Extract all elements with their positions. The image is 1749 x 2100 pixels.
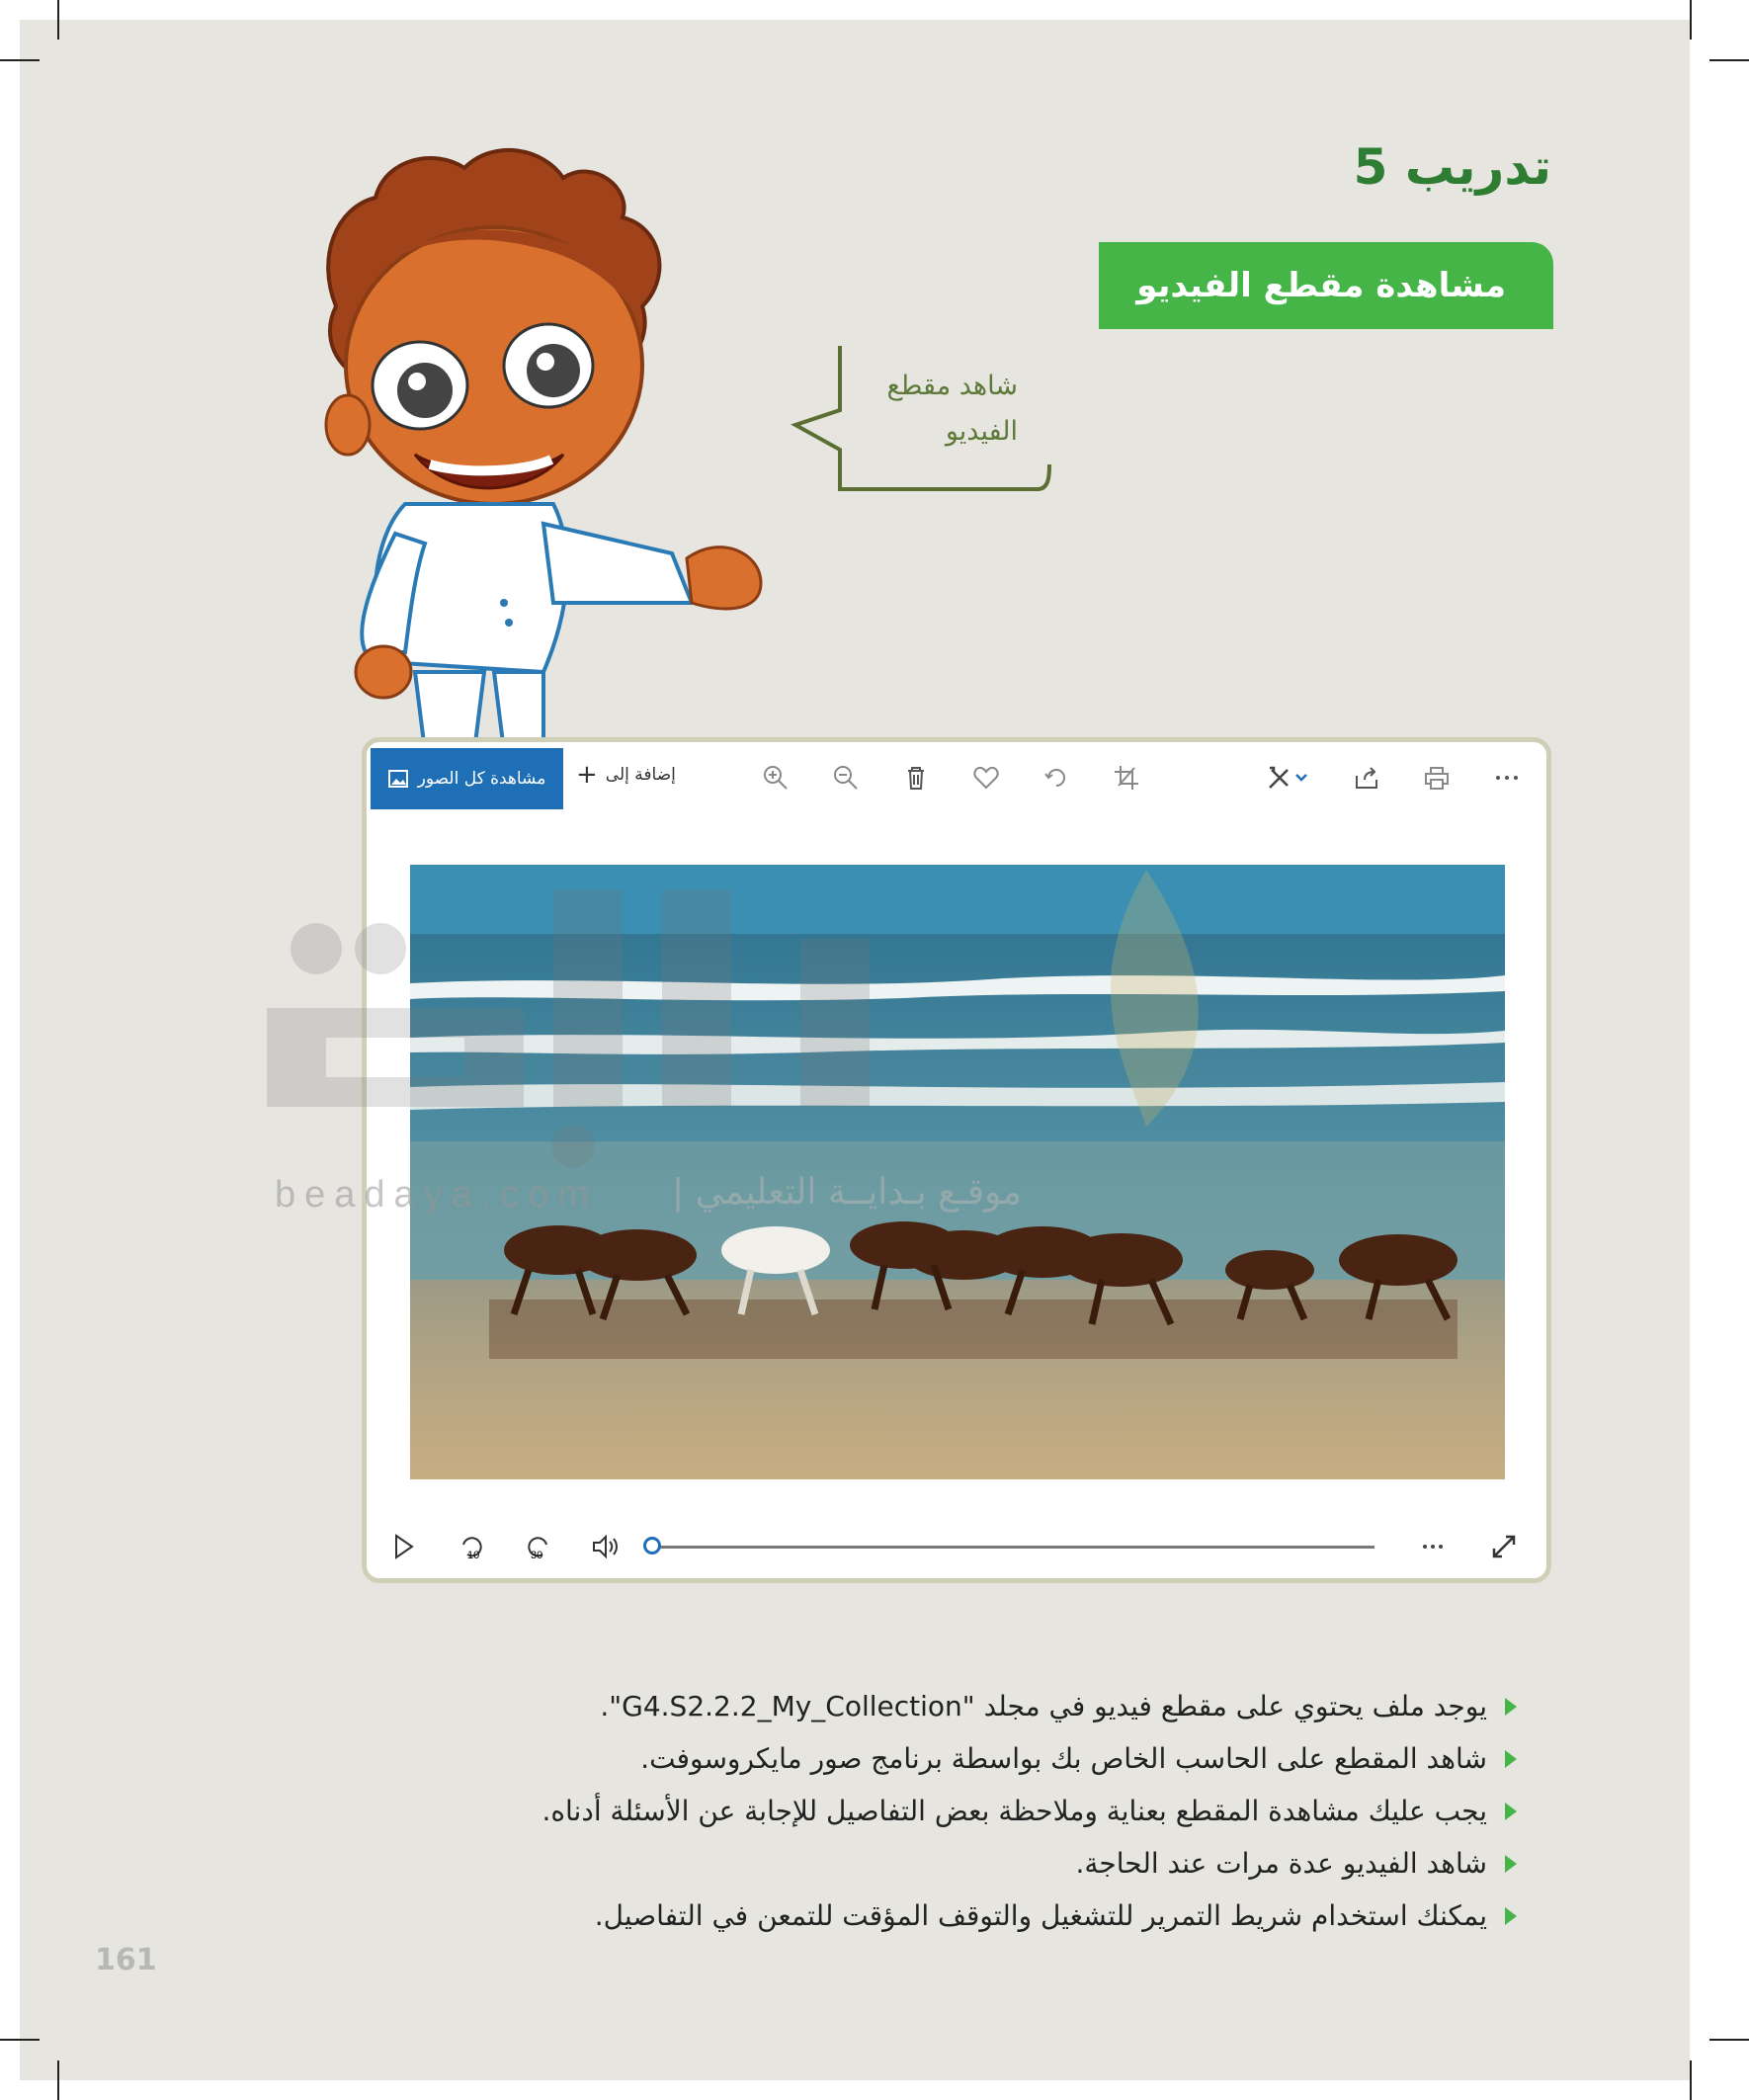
view-all-photos-button[interactable]: [371, 748, 563, 809]
bullet-icon: [1505, 1907, 1517, 1925]
instruction-list: [430, 1680, 1517, 1942]
exercise-title: تدريب 5: [1353, 138, 1551, 196]
fullscreen-icon[interactable]: [1488, 1531, 1520, 1562]
instruction-item: [430, 1680, 1517, 1732]
zoom-in-icon[interactable]: [762, 764, 790, 792]
bullet-icon: [1505, 1698, 1517, 1716]
image-icon: [388, 770, 408, 788]
rotate-icon[interactable]: [1042, 764, 1070, 792]
bullet-icon: [1505, 1855, 1517, 1873]
add-to-label: إضافة إلى: [605, 765, 676, 785]
watermark-url: beadaya.com: [275, 1174, 599, 1216]
forward-30-icon[interactable]: [523, 1531, 554, 1562]
instruction-item: [430, 1785, 1517, 1837]
watermark-site-name: موقـع بـدايــة التعليمي |: [672, 1172, 1022, 1213]
page-number: 161: [95, 1943, 157, 1977]
instruction-item: [430, 1837, 1517, 1890]
photos-app-window: [362, 737, 1551, 1583]
crop-mark: [57, 0, 59, 40]
instruction-text: يمكنك استخدام شريط التمرير للتشغيل والتوقف المؤقت للتمعن في التفاصيل.: [594, 1899, 1487, 1932]
instruction-text: شاهد المقطع على الحاسب الخاص بك بواسطة برنامج صور مايكروسوفت.: [640, 1742, 1487, 1775]
seek-bar[interactable]: [655, 1546, 1374, 1549]
favorite-icon[interactable]: [972, 764, 1000, 792]
forward-label: 30: [531, 1550, 543, 1561]
speech-bubble-text: [850, 364, 1018, 455]
rewind-label: 10: [467, 1550, 480, 1561]
speech-line-2: الفيديو: [945, 416, 1018, 447]
zoom-out-icon[interactable]: [832, 764, 860, 792]
crop-mark: [57, 2060, 59, 2100]
seek-thumb[interactable]: [643, 1537, 661, 1554]
more-icon[interactable]: [1493, 764, 1521, 792]
crop-mark: [1690, 2060, 1692, 2100]
share-icon[interactable]: [1353, 764, 1380, 792]
crop-icon[interactable]: [1113, 764, 1140, 792]
edit-icon[interactable]: [1266, 764, 1293, 792]
instruction-text: يجب عليك مشاهدة المقطع بعناية وملاحظة بعض التفاصيل للإجابة عن الأسئلة أدناه.: [541, 1795, 1487, 1827]
add-to-button[interactable]: [576, 760, 676, 790]
section-title: مشاهدة مقطع الفيديو: [1136, 266, 1506, 305]
crop-mark: [0, 59, 40, 61]
bullet-icon: [1505, 1803, 1517, 1820]
speech-line-1: شاهد مقطع: [886, 371, 1018, 401]
delete-icon[interactable]: [902, 764, 930, 792]
instruction-text: يوجد ملف يحتوي على مقطع فيديو في مجلد "G4.S2.2.2_My_Collection".: [600, 1690, 1487, 1722]
play-icon[interactable]: [388, 1531, 420, 1562]
print-icon[interactable]: [1423, 764, 1451, 792]
chevron-down-icon[interactable]: [1293, 764, 1309, 792]
instruction-item: [430, 1890, 1517, 1942]
volume-icon[interactable]: [590, 1531, 622, 1562]
crop-mark: [1709, 2039, 1749, 2041]
more-options-icon[interactable]: [1419, 1531, 1451, 1562]
toolbar: [367, 742, 1546, 811]
section-banner: [1099, 242, 1553, 329]
bullet-icon: [1505, 1750, 1517, 1768]
plus-icon: +: [576, 760, 598, 790]
crop-mark: [0, 2039, 40, 2041]
rewind-10-icon[interactable]: [456, 1531, 487, 1562]
view-all-label: مشاهدة كل الصور: [417, 769, 546, 789]
instruction-item: [430, 1732, 1517, 1785]
instruction-text: شاهد الفيديو عدة مرات عند الحاجة.: [1075, 1847, 1487, 1880]
crop-mark: [1690, 0, 1692, 40]
boy-character-illustration: [296, 138, 810, 751]
player-controls: [367, 1523, 1546, 1572]
crop-mark: [1709, 59, 1749, 61]
